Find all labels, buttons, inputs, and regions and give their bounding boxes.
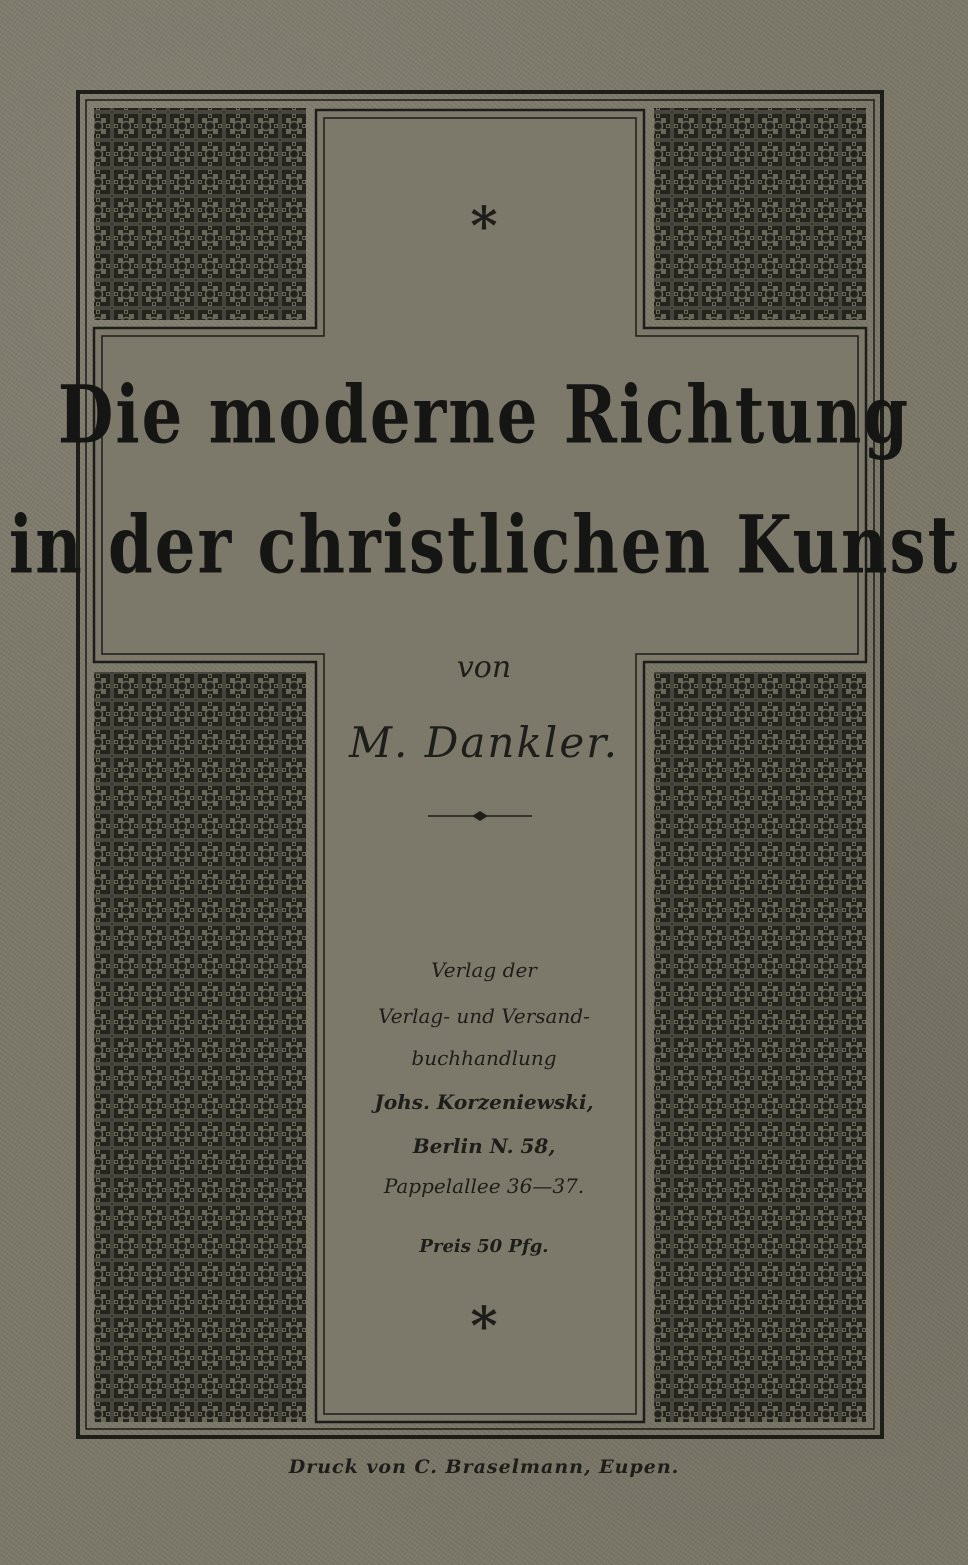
publisher-line-3: buchhandlung <box>411 1046 557 1070</box>
ornament-asterisk-bottom: * <box>470 1296 498 1357</box>
price-label: Preis 50 Pfg. <box>419 1236 549 1257</box>
publisher-line-1: Verlag der <box>431 958 537 982</box>
title-line-1: Die moderne Richtung <box>57 368 911 463</box>
publisher-line-5: Berlin N. 58, <box>412 1134 556 1158</box>
publisher-line-4: Johs. Korzeniewski, <box>374 1090 594 1114</box>
byline-von: von <box>456 650 512 685</box>
printer-imprint: Druck von C. Braselmann, Eupen. <box>288 1456 680 1478</box>
title-line-2: in der christlichen Kunst <box>8 498 960 593</box>
publisher-line-6: Pappelallee 36—37. <box>383 1174 585 1198</box>
author-name: M. Dankler. <box>348 718 620 767</box>
publisher-line-2: Verlag- und Versand- <box>378 1004 590 1028</box>
ornament-asterisk-top: * <box>470 196 498 257</box>
